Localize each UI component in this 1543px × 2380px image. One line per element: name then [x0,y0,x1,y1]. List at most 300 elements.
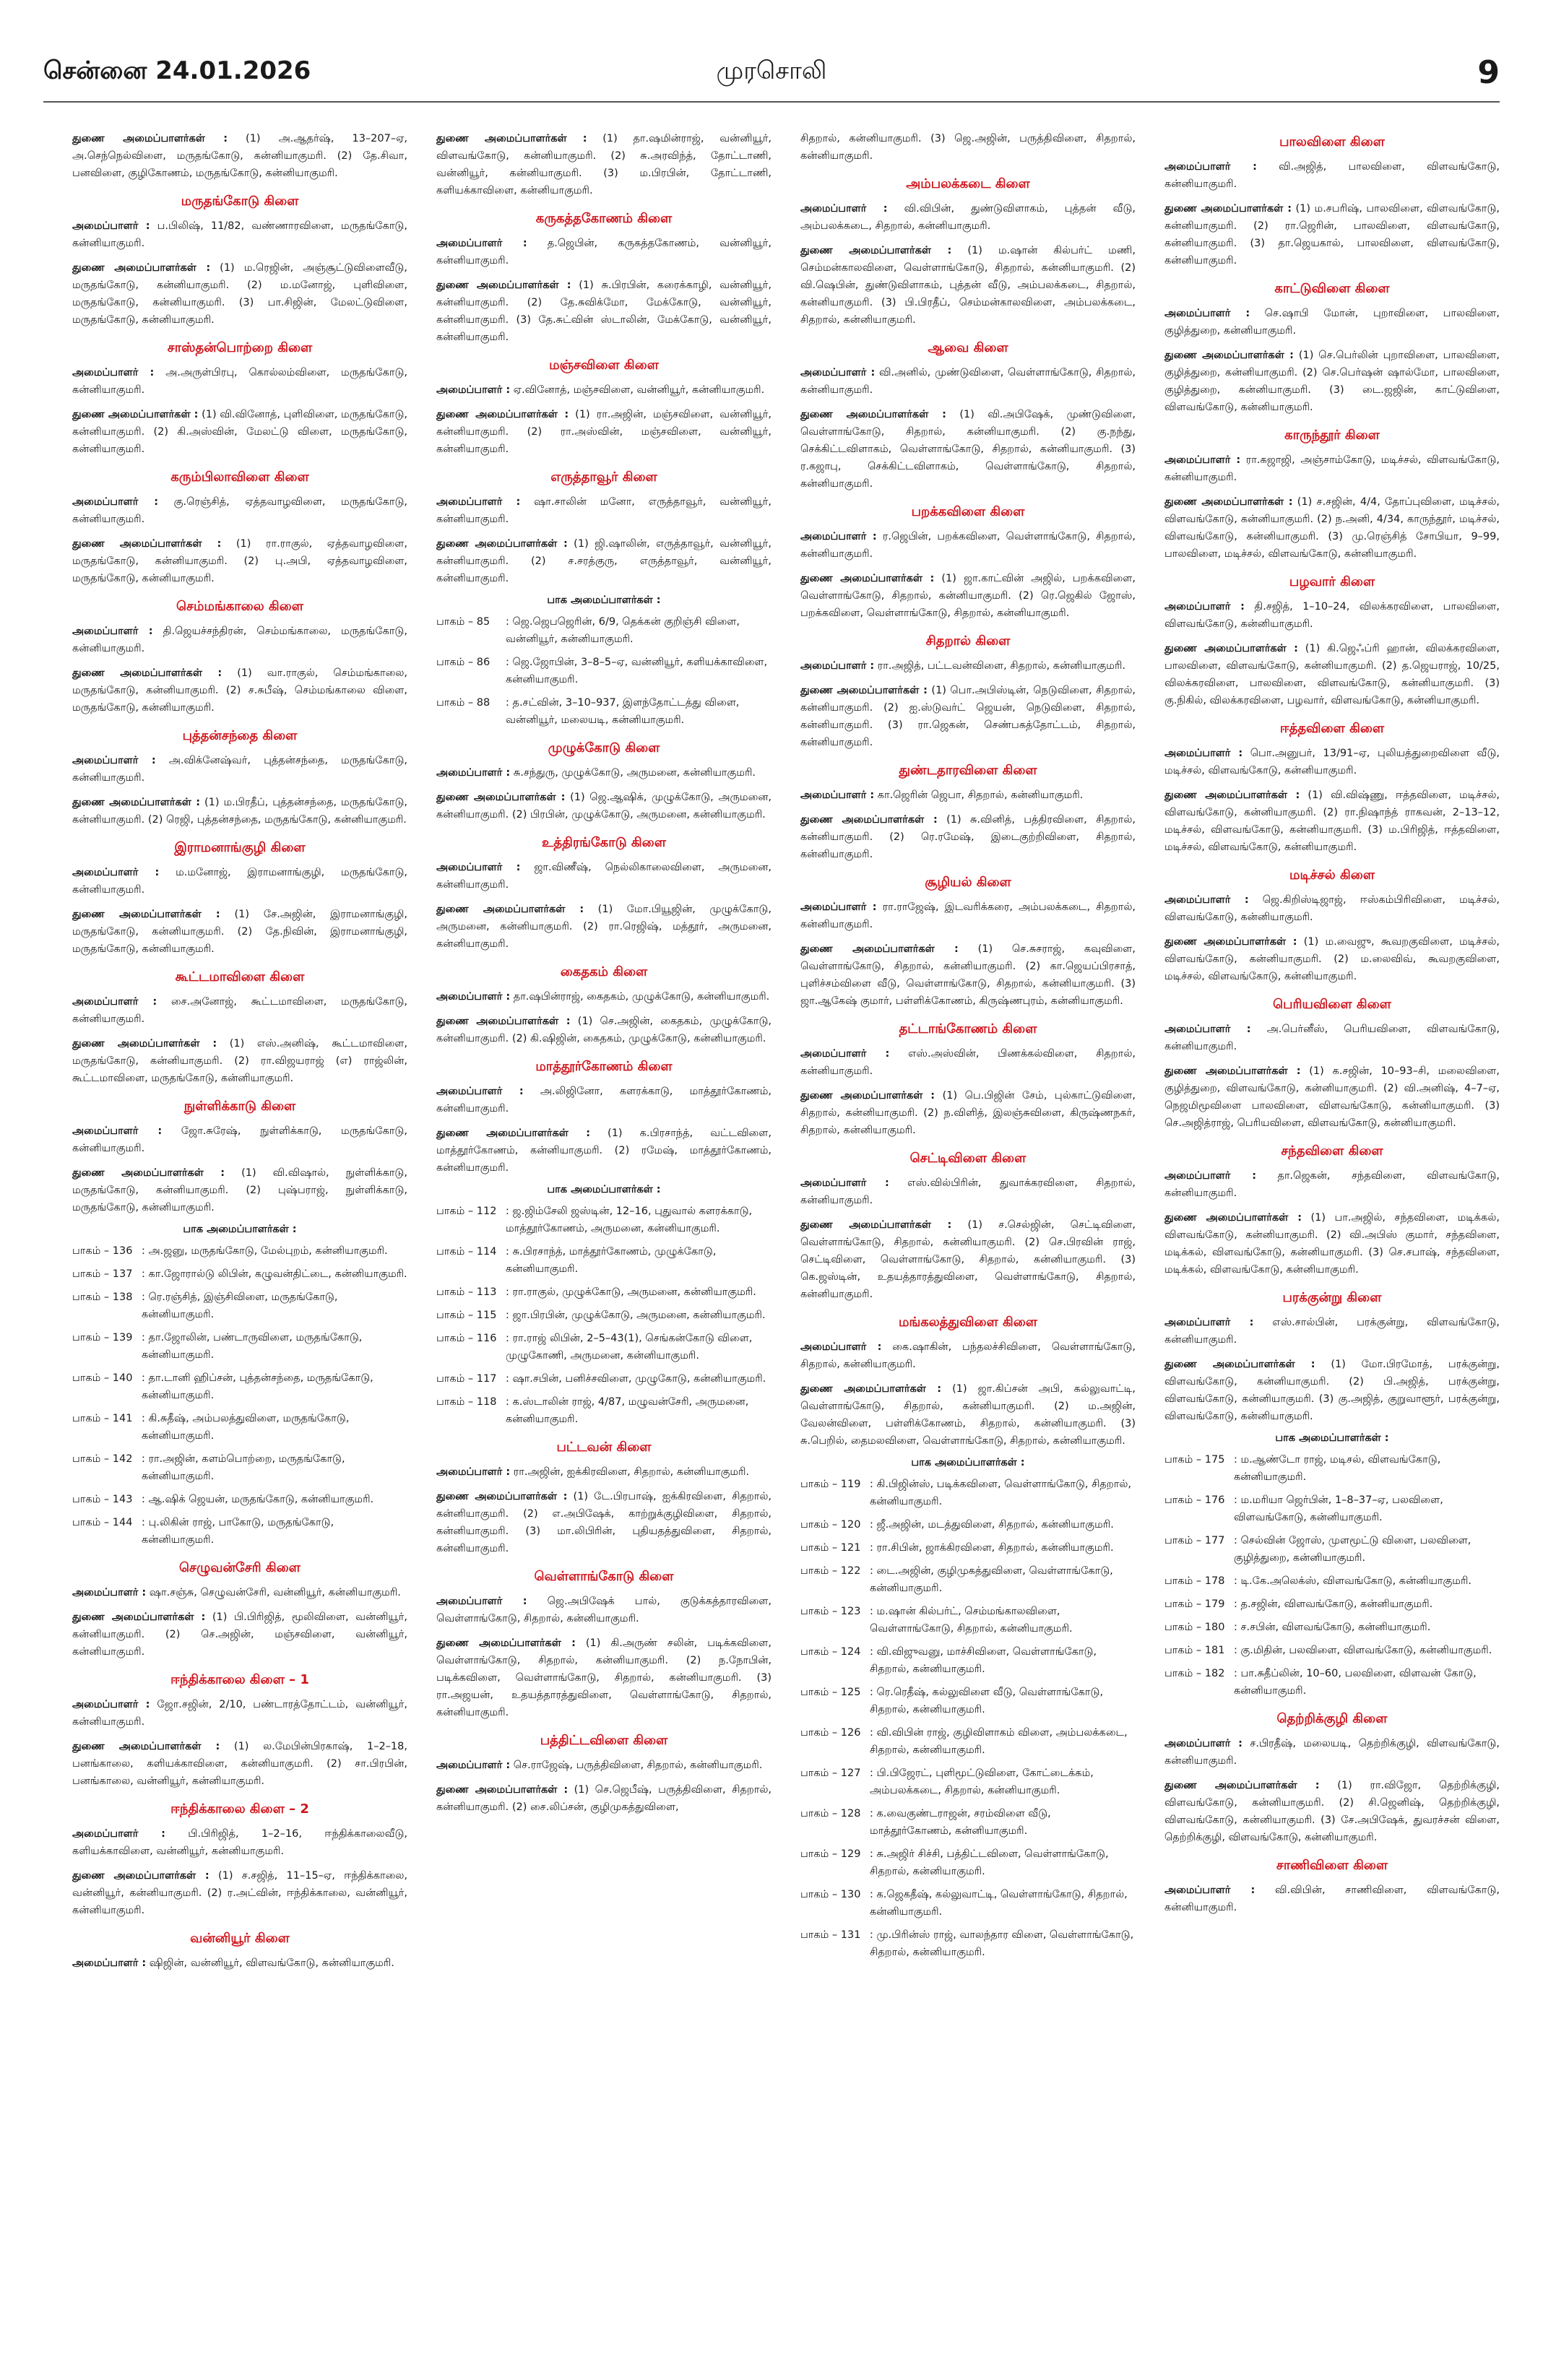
ward-number: பாகம் – 144 [72,1517,133,1528]
role-label: அமைப்பாளர் : [72,1828,165,1840]
officer-details: ஜெ.கிறிஸ்டிஜாஜ், ஈஸ்கம்பிரிவிளை, மடிச்சல், விளவங்கோடு, கன்னியாகுமரி. [1164,894,1500,923]
branch-title: பட்டவன் கிளை [556,1440,652,1455]
officer-entry [436,764,772,782]
officer-details: ரா.கஜாஜி, அஞ்சாம்கோடு, மடிச்சல், விளவங்கோடு, கன்னியாகுமரி. [1164,454,1500,483]
officer-entry [1164,1882,1500,1916]
role-label: துணை அமைப்பாளர்கள் : [800,814,938,826]
officer-entry [72,1122,407,1157]
officer-details: கா.ஜெரின் ஜெபா, சிதறால், கன்னியாகுமரி. [874,789,1084,801]
officer-details: (1) கி.ஜெஃப்ரி ஹான், விலக்கரவிளை, பாலவிளை, விளவங்கோடு, கன்னியாகுமரி. (2) த.ஜெயராஜ், 10/25, விலக்கரவிளை, பாலவிளை, விளவங்கோடு, கன்னியாகுமரி. (3) கு.நிகில், விலக்கரவிளை, பழவார், விளவங்கோடு, கன்னியாகுமரி. [1164,643,1500,706]
ward-organizer: : ரெ.ரெதீஷ், கல்லுவிளை வீடு, வெள்ளாங்கோடு, சிதறால், கன்னியாகுமரி. [870,1687,1104,1715]
role-label: அமைப்பாளர் : [436,1466,511,1478]
ward-organizer: : கா.ஜோரால்டு லிபின், கழுவன்திட்டை, கன்னியாகுமரி. [142,1268,407,1280]
officer-entry [800,1216,1136,1303]
officer-details: (1) ரா.அஜின், மஞ்சவிளை, வன்னியூர், கன்னியாகுமரி. (2) ரா.அஸ்வின், மஞ்சவிளை, வன்னியூர், கன்னியாகுமரி. [436,409,772,455]
column-4 [1164,130,1500,2358]
branch-section [1164,134,1500,269]
role-label: துணை அமைப்பாளர்கள் : [1164,936,1297,948]
officer-details: (1) ம.ரெஜின், அஞ்சூட்டுவிளைவீடு, மருதங்கோடு, கன்னியாகுமரி. (2) ம.மனோஜ், புளிவிளை, மருதங்கோடு, கன்னியாகுமரி. (3) பா.சிஜின், மேலட்டுவிளை, மருதங்கோடு, கன்னியாகுமரி. [72,262,407,326]
role-label: துணை அமைப்பாளர்கள் : [72,133,228,144]
ward-row [1164,1492,1500,1526]
role-label: அமைப்பாளர் : [800,203,888,215]
ward-number: பாகம் – 119 [800,1479,861,1490]
column-3 [800,130,1136,2358]
branch-section [72,340,407,458]
ward-organizer: : ஜீ.அஜின், மடத்துவிளை, சிதறால், கன்னியாகுமரி. [870,1519,1114,1531]
officer-details: ஜா.விணீஷ், நெல்லிகாலைவிளை, அருமனை, கன்னியாகுமரி. [436,862,772,891]
ward-row [800,1724,1136,1759]
ward-row [800,1926,1136,1961]
ward-organizer: : மு.பிரின்ஸ் ராஜ், வாலந்தார விளை, வெள்ளாங்கோடு, சிதறால், கன்னியாகுமரி. [870,1929,1134,1958]
ward-number: பாகம் – 181 [1164,1645,1225,1656]
officer-entry [1164,598,1500,633]
officer-entry [72,993,407,1028]
ward-number: பாகம் – 115 [436,1310,497,1321]
officer-entry [436,277,772,346]
officer-entry [436,235,772,269]
ward-organizer: : பி.பிஜேரட், புளிமூட்டுவிளை, கோட்டைக்கம், அம்பலக்கடை, சிதறால், கன்னியாகுமரி. [870,1767,1094,1796]
branch-section [1164,428,1500,563]
ward-organizer: : ம.ஆண்டோ ராஜ், மடிசல், விளவங்கோடு, கன்னியாகுமரி. [1234,1454,1441,1483]
branch-title: துண்டதாரவிளை கிளை [899,763,1037,778]
role-label: அமைப்பாளர் : [1164,1884,1255,1896]
branch-section [1164,1858,1500,1916]
officer-details: அ.லிஜினோ, களரக்காடு, மாத்தூர்கோணம், கன்னியாகுமரி. [436,1086,772,1115]
ward-row [72,1369,407,1404]
newspaper-name: முரசொலி [716,56,827,85]
officer-entry [1164,891,1500,926]
role-label: துணை அமைப்பாளர்கள் : [436,280,571,291]
ward-row [800,1684,1136,1718]
officer-details: (1) ச.செல்ஜின், செட்டிவிளை, வெள்ளாங்கோடு, சிதறால், கன்னியாகுமரி. (2) செ.பிரவின் ராஜ், செட்டிவிளை, வெள்ளாங்கோடு, சிதறால், கன்னியாகுமரி. (3) கெ.ஜஸ்டின், உதயத்தாரத்துவிளை, வெள்ளாங்கோடு, சிதறால், கன்னியாகுமரி. [800,1219,1136,1300]
ward-number: பாகம் – 180 [1164,1622,1225,1633]
officer-details: (1) வி.விஷால், நுள்ளிக்காடு, மருதங்கோடு, கன்னியாகுமரி. (2) புஷ்பராஜ், நுள்ளிக்காடு, மருதங்கோடு, கன்னியாகுமரி. [72,1167,407,1213]
ward-row [72,1289,407,1323]
ward-number: பாகம் – 143 [72,1494,133,1505]
officer-details: (1) பா.அஜில், சந்தவிளை, மடிக்கல், விளவங்கோடு, கன்னியாகுமரி. (2) வி.அபிஸ் குமார், சந்தவிளை, மடிக்கல், விளவங்கோடு, கன்னியாகுமரி. (3) செ.சபாஷ், சந்தவிளை, மடிக்கல், விளவங்கோடு, கன்னியாகுமரி. [1164,1212,1500,1276]
ward-organizer: : சு.அஜிர் சிச்சி, பத்திட்டவிளை, வெள்ளாங்கோடு, சிதறால், கன்னியாகுமரி. [870,1848,1109,1877]
officer-details: (1) செ.பெர்லின் புறாவிளை, பாலவிளை, குழித்துறை, கன்னியாகுமரி. (2) செ.பெர்ஷன் ஷால்மோ, பாலவிளை, குழித்துறை, கன்னியாகுமரி. (3) டை.ஜஜின், காட்டுவிளை, விளவங்கோடு, கன்னியாகுமரி. [1164,350,1500,413]
branch-section [436,469,772,729]
branch-title: வன்னியூர் கிளை [190,1931,290,1946]
branch-section [72,130,407,182]
branch-section [800,1021,1136,1139]
ward-number: பாகம் – 117 [436,1373,497,1385]
ward-organizer: : ஜெ.ஜோபின், 3–8–5–ஏ, வன்னியூர், களியக்காவிளை, கன்னியாகுமரி. [506,657,768,685]
ward-row [1164,1619,1500,1636]
officer-entry [1164,933,1500,985]
role-label: அமைப்பாளர் : [1164,1170,1257,1182]
officer-entry [72,864,407,899]
officer-entry [72,364,407,399]
role-label: துணை அமைப்பாளர்கள் : [800,245,952,256]
role-label: துணை அமைப்பாளர்கள் : [1164,1065,1301,1077]
branch-title: கருகத்தகோணம் கிளை [535,211,673,226]
branch-section [72,1672,407,1790]
officer-details: பொ.அனுபர், 13/91–ஏ, புலியத்துறைவிளை வீடு, மடிச்சல், விளவங்கோடு, கன்னியாகுமரி. [1164,748,1500,776]
role-label: அமைப்பாளர் : [1164,308,1250,319]
ward-organizer: : கு.மிதின், பலவிளை, விளவங்கோடு, கன்னியாகுமரி. [1234,1645,1492,1656]
officer-details: அ.அருள்பிரபு, கொல்லம்விளை, மருதங்கோடு, கன்னியாகுமரி. [72,367,407,396]
role-label: துணை அமைப்பாளர்கள் : [1164,496,1293,508]
officer-details: ம.மனோஜ், இராமனாங்குழி, மருதங்கோடு, கன்னியாகுமரி. [72,867,407,896]
officer-details: தா.ஷபின்ராஜ், கைதகம், முழுக்கோடு, கன்னியாகுமரி. [510,991,770,1003]
officer-details: (1) ம.ஷான் கில்பர்ட் மணி, செம்மன்காலவிளை, வெள்ளாங்கோடு, சிதறால், கன்னியாகுமரி. (2) வி.ஷெபின், துண்டுவிளாகம், புத்தன் வீடு, அம்பலக்கடை, சிதறால், கன்னியாகுமரி. (3) பி.பிரதீப், செம்மன்காலவிளை, அம்பலக்கடை, சிதறால், கன்னியாகுமரி. [800,245,1136,326]
officer-details: (1) வி.விஷ்ணு, ஈத்தவிளை, மடிச்சல், விளவங்கோடு, கன்னியாகுமரி. (2) ரா.நிஷாந்த் ராகவன், 2–13–12, மடிச்சல், விளவங்கோடு, கன்னியாகுமரி. (3) ம.பிரிஜித், ஈத்தவிளை, மடிச்சல், விளவங்கோடு, கன்னியாகுமரி. [1164,789,1500,853]
officer-details: (1) சு.வினித், பத்திரவிளை, சிதறால், கன்னியாகுமரி. (2) ரெ.ரமேஷ், இடைகுற்றிவிளை, சிதறால், கன்னியாகுமரி. [800,814,1136,860]
officer-entry [1164,1314,1500,1349]
branch-title: வெள்ளாங்கோடு கிளை [534,1569,674,1584]
ward-organizers-heading: பாக அமைப்பாளர்கள் : [1275,1432,1389,1444]
ward-organizers-heading: பாக அமைப்பாளர்கள் : [547,594,661,606]
officer-details: தி.ஜெயச்சந்திரன், செம்மங்காலை, மருதங்கோடு, கன்னியாகுமரி. [72,626,407,654]
ward-number: பாகம் – 126 [800,1727,861,1739]
branch-section [436,964,772,1047]
ward-organizer: : ரா.ராஜ் லிபின், 2–5–43(1), செங்கன்கோடு விளை, முழுகோணி, அருமனை, கன்னியாகுமரி. [506,1333,753,1362]
officer-details: எஸ்.சால்பின், பரக்குன்று, விளவங்கோடு, கன்னியாகுமரி. [1164,1317,1500,1346]
officer-entry [72,259,407,329]
branch-section [800,130,1136,165]
role-label: அமைப்பாளர் : [436,384,511,396]
role-label: துணை அமைப்பாளர்கள் : [436,133,587,144]
role-label: துணை அமைப்பாளர்கள் : [72,262,211,274]
branch-section [436,211,772,346]
column-1 [72,130,407,2358]
officer-details: (1) க.பிரசாந்த், வட்டவிளை, மாத்தூர்கோணம், கன்னியாகுமரி. (2) ரமேஷ், மாத்தூர்கோணம், கன்னியாகுமரி. [436,1128,772,1174]
officer-details: சை.அனோஜ், கூட்டமாவிளை, மருதங்கோடு, கன்னியாகுமரி. [72,996,407,1025]
officer-details: ஏ.வினோத், மஞ்சவிளை, வன்னியூர், கன்னியாகுமரி. [510,384,765,396]
officer-entry [72,1867,407,1919]
ward-number: பாகம் – 127 [800,1767,861,1779]
branch-section [72,728,407,828]
ward-row [1164,1532,1500,1567]
officer-entry [436,1013,772,1047]
branch-section [800,875,1136,1010]
branch-title: பாலவிளை கிளை [1279,134,1385,150]
branch-title: கரும்பிலாவிளை கிளை [170,469,309,485]
officer-entry [72,1609,407,1661]
role-label: அமைப்பாளர் : [1164,161,1257,173]
role-label: அமைப்பாளர் : [436,1760,511,1771]
ward-row [72,1491,407,1508]
officer-details: (1) வா.ராகுல், செம்மங்காலை, மருதங்கோடு, கன்னியாகுமரி. (2) ச.சுபீஷ், செம்மங்காலை விளை, மருதங்கோடு, கன்னியாகுமரி. [72,667,407,714]
role-label: அமைப்பாளர் : [800,531,877,542]
role-label: அமைப்பாளர் : [1164,454,1241,466]
officer-entry [72,794,407,828]
branch-title: மங்கலத்துவிளை கிளை [898,1315,1038,1330]
officer-details: (1) வி.அபிஷேக், முண்டுவிளை, வெள்ளாங்கோடு, சிதறால், கன்னியாகுமரி. (2) கு.நந்து, செக்கிட்டவிளாகம், வெள்ளாங்கோடு, சிதறால், கன்னியாகுமரி. (3) ர.கஜாபு, செக்கிட்டவிளாகம், வெள்ளாங்கோடு, சிதறால், கன்னியாகுமரி. [800,409,1136,490]
officer-entry [72,1164,407,1216]
ward-number: பாகம் – 122 [800,1565,861,1577]
role-label: அமைப்பாளர் : [800,660,875,672]
officer-details: ரா.அஜின், ஐக்கிரவிளை, சிதறால், கன்னியாகுமரி. [510,1466,750,1478]
ward-number: பாகம் – 137 [72,1268,133,1280]
officer-details: (1) ம.வைஜு, கூவறகுவிளை, மடிச்சல், விளவங்கோடு, கன்னியாகுமரி. (2) ம.லைவிவ், கூவறகுவிளை, மடிச்சல், விளவங்கோடு, கன்னியாகுமரி. [1164,936,1500,982]
role-label: அமைப்பாளர் : [72,626,153,637]
officer-entry [436,789,772,823]
branch-section [72,840,407,958]
officer-entry [800,1380,1136,1450]
officer-entry [436,1463,772,1481]
officer-details: (1) மோ.பிரமோத், பரக்குன்று, விளவங்கோடு, கன்னியாகுமரி. (2) பி.அஜித், பரக்குன்று, விளவங்கோடு, கன்னியாகுமரி. (3) கு.அஜித், குறுவாளூர், பரக்குன்று, விளவங்கோடு, கன்னியாகுமரி. [1164,1359,1500,1422]
officer-details: (1) ம.பிரதீப், புத்தன்சந்தை, மருதங்கோடு, கன்னியாகுமரி. (2) ரெஜி, புத்தன்சந்தை, மருதங்கோடு, கன்னியாகுமரி. [72,797,407,826]
role-label: துணை அமைப்பாளர்கள் : [800,1383,942,1395]
officer-details: ச.பிரதீஷ், மலையடி, தெற்றிக்குழி, விளவங்கோடு, கன்னியாகுமரி. [1164,1738,1500,1767]
role-label: துணை அமைப்பாளர்கள் : [800,943,959,955]
ward-number: பாகம் – 129 [800,1848,861,1860]
role-label: அமைப்பாளர் : [72,1957,147,1969]
branch-title: பெரியவிளை கிளை [1273,997,1391,1012]
branch-section [436,130,772,199]
officer-details: (1) ச.சஜின், 4/4, தோப்புவிளை, மடிச்சல், விளவங்கோடு, கன்னியாகுமரி. (2) ந.அனி, 4/34, காருந்தூர், மடிச்சல், விளவங்கோடு, கன்னியாகுமரி. (3) மு.ரெஞ்சித் சோபியா, 9–99, பாலவிளை, மடிச்சல், விளவங்கோடு, கன்னியாகுமரி. [1164,496,1500,560]
ward-number: பாகம் – 86 [436,657,490,668]
officer-details: ரா.ராஜேஷ், இடவரிக்கரை, அம்பலக்கடை, சிதறால், கன்னியாகுமரி. [800,901,1136,930]
branch-section [72,1801,407,1919]
branch-section [800,1315,1136,1961]
officer-details: (1) ஜா.கிப்சன் அபி, கல்லுவாட்டி, வெள்ளாங்கோடு, சிதறால், கன்னியாகுமரி. (2) ம.அஜின், வேலன்விளை, பள்ளிக்கோணம், சிதறால், கன்னியாகுமரி. (3) சு.பெறில், தைமலவிளை, வெள்ளாங்கோடு, சிதறால், கன்னியாகுமரி. [800,1383,1136,1447]
ward-organizer: : செல்வின் ஜோஸ், முளமூட்டு விளை, பலவிளை, குழித்துறை, கன்னியாகுமரி. [1234,1535,1471,1564]
ward-organizer: : ஜெ.ஜெபஜெரின், 6/9, தெக்கன் குறிஞ்சி விளை, வன்னியூர், கன்னியாகுமரி. [506,616,740,645]
role-label: துணை அமைப்பாளர்கள் : [800,1090,935,1102]
role-label: துணை அமைப்பாளர்கள் : [436,538,568,550]
role-label: அமைப்பாளர் : [436,238,527,249]
ward-organizers-heading: பாக அமைப்பாளர்கள் : [183,1224,297,1235]
ward-organizer: : தா.ஜோலின், பண்டாருவிளை, மருதங்கோடு, கன்னியாகுமரி. [142,1332,363,1361]
role-label: அமைப்பாளர் : [1164,1317,1254,1328]
officer-entry [436,1757,772,1774]
officer-entry [72,1955,407,1972]
role-label: துணை அமைப்பாளர்கள் : [436,1491,568,1502]
role-label: துணை அமைப்பாளர்கள் : [72,1038,217,1050]
ward-number: பாகம் – 123 [800,1606,861,1617]
role-label: அமைப்பாளர் : [1164,748,1243,759]
ward-number: பாகம் – 85 [436,616,490,628]
officer-entry [1164,200,1500,269]
ward-organizer: : ரா.ராகுல், முழுக்கோடு, அருமனை, கன்னியாகுமரி. [506,1286,756,1298]
edition-date: சென்னை 24.01.2026 [43,56,311,85]
ward-organizer: : ஜ.ஜிம்சேலி ஜஸ்டின், 12–16, புதுவால் களரக்காடு, மாத்தூர்கோணம், அருமனை, கன்னியாகுமரி. [506,1206,753,1234]
officer-details: (1) அ.ஆதர்ஷ், 13–207–ஏ, அ.செந்நெல்விளை, மருதங்கோடு, கன்னியாகுமரி. (2) தே.சிவா, பனவிளை, குழிகோணம், மருதங்கோடு, கன்னியாகுமரி. [72,133,407,179]
officer-entry [72,752,407,787]
ward-number: பாகம் – 114 [436,1246,497,1258]
officer-entry [1164,1209,1500,1278]
officer-details: (1) கி.அருண் சலின், படிக்கவிளை, வெள்ளாங்கோடு, சிதறால், கன்னியாகுமரி. (2) ந.நோபின், படிக்கவிளை, வெள்ளாங்கோடு, சிதறால், கன்னியாகுமரி. (3) ரா.அஜயன், உதயத்தாரத்துவிளை, வெள்ளாங்கோடு, சிதறால், கன்னியாகுமரி. [436,1637,772,1718]
officer-entry [436,1781,772,1816]
role-label: அமைப்பாளர் : [72,755,156,766]
officer-details: வி.விபின், சாணிவிளை, விளவங்கோடு, கன்னியாகுமரி. [1164,1884,1500,1913]
officer-entry [800,130,1136,165]
branch-title: செட்டிவிளை கிளை [909,1151,1026,1166]
ward-organizer: : வி.விஜுவனு, மாச்சிவிளை, வெள்ளாங்கோடு, சிதறால், கன்னியாகுமரி. [870,1646,1097,1675]
ward-organizer: : ம.ஷான் கில்பர்ட், செம்மங்காலவிளை, வெள்ளாங்கோடு, சிதறால், கன்னியாகுமரி. [870,1606,1073,1635]
role-label: துணை அமைப்பாளர்கள் : [436,792,566,803]
role-label: துணை அமைப்பாளர்கள் : [72,1611,206,1623]
role-label: அமைப்பாளர் : [1164,601,1245,613]
officer-entry [800,528,1136,563]
role-label: துணை அமைப்பாளர்கள் : [72,538,222,550]
role-label: அமைப்பாளர் : [436,862,521,873]
officer-details: அ.விக்னேஷ்வர், புத்தன்சந்தை, மருதங்கோடு, கன்னியாகுமரி. [72,755,407,784]
role-label: துணை அமைப்பாளர்கள் : [800,1219,952,1231]
ward-number: பாகம் – 88 [436,697,490,709]
officer-details: (1) சு.பிரபின், கரைக்காழி, வன்னியூர், கன்னியாகுமரி. (2) தே.சுவிக்மோ, மேக்கோடு, வன்னியூர், கன்னியாகுமரி. (3) தே.சுட்வின் ஸ்டாலின், மேக்கோடு, வன்னியூர், கன்னியாகுமரி. [436,280,772,343]
role-label: துணை அமைப்பாளர்கள் : [436,1016,571,1027]
officer-entry [1164,1777,1500,1846]
ward-number: பாகம் – 138 [72,1291,133,1303]
branch-section [800,633,1136,751]
role-label: துணை அமைப்பாளர்கள் : [800,409,946,420]
ward-number: பாகம் – 179 [1164,1598,1225,1610]
officer-entry [1164,451,1500,486]
officer-entry [72,665,407,717]
officer-entry [436,988,772,1005]
ward-row [72,1450,407,1485]
officer-entry [72,1825,407,1860]
ward-organizer: : ஷா.சபின், பனிச்சவிளை, முழுகோடு, கன்னியாகுமரி. [506,1373,766,1385]
officer-details: கை.ஷாகின், பந்தலச்சிவிளை, வெள்ளாங்கோடு, சிதறால், கன்னியாகுமரி. [800,1341,1136,1370]
officer-details: கு.ரெஞ்சித், ஏத்தவாழவிளை, மருதங்கோடு, கன்னியாகுமரி. [72,496,407,525]
branch-section [72,469,407,587]
role-label: துணை அமைப்பாளர்கள் : [72,1167,225,1179]
branch-title: பறக்கவிளை கிளை [911,504,1025,519]
officer-details: (1) பொ.அபிஸ்டின், நெடுவிளை, சிதறால், கன்னியாகுமரி. (2) ஐ.ஸ்டுவர்ட் ஜெயன், நெடுவிளை, சிதறால், கன்னியாகுமரி. (3) ரா.ஜெகன், செண்பகத்தோட்டம், சிதறால், கன்னியாகுமரி. [800,685,1136,748]
role-label: துணை அமைப்பாளர்கள் : [436,1784,569,1796]
role-label: அமைப்பாளர் : [800,901,877,913]
ward-number: பாகம் – 112 [436,1206,497,1217]
ward-organizer: : தா.டானி ஹிப்சன், புத்தன்சந்தை, மருதங்கோடு, கன்னியாகுமரி. [142,1372,373,1401]
role-label: அமைப்பாளர் : [436,991,511,1003]
officer-entry [1164,1021,1500,1055]
officer-entry [72,493,407,528]
ward-organizer: : சு.பிரசாந்த், மாத்தூர்கோணம், முழுக்கோடு, கன்னியாகுமரி. [506,1246,717,1275]
officer-entry [72,1035,407,1087]
branch-section [436,740,772,823]
ward-number: பாகம் – 125 [800,1687,861,1698]
ward-row [72,1265,407,1283]
branch-title: காருந்தூர் கிளை [1284,428,1380,443]
officer-entry [436,535,772,587]
ward-row [72,1329,407,1364]
ward-row [1164,1665,1500,1700]
officer-details: ர.ஜெபின், பறக்கவிளை, வெள்ளாங்கோடு, சிதறால், கன்னியாகுமரி. [800,531,1136,560]
branch-title: புத்தன்சந்தை கிளை [182,728,298,743]
officer-details: (1) ஜெ.ஆஷிக், முழுக்கோடு, அருமனை, கன்னியாகுமரி. (2) பிரபின், முழுக்கோடு, அருமனை, கன்னியாகுமரி. [436,792,772,821]
branch-title: சந்தவிளை கிளை [1281,1143,1383,1159]
ward-number: பாகம் – 178 [1164,1575,1225,1587]
branch-title: அம்பலக்கடை கிளை [906,176,1030,191]
ward-number: பாகம் – 128 [800,1808,861,1819]
branch-title: முழுக்கோடு கிளை [548,740,660,756]
ward-row [1164,1642,1500,1659]
branch-section [800,1151,1136,1303]
ward-row [1164,1572,1500,1590]
officer-entry [800,242,1136,329]
officer-entry [800,1174,1136,1209]
officer-details: சு.சந்துரு, முழுக்கோடு, அருமனை, கன்னியாகுமரி. [510,767,756,779]
branch-section [72,1099,407,1549]
ward-row [800,1476,1136,1510]
officer-details: சிதறால், கன்னியாகுமரி. (3) ஜெ.அஜின், பருத்திவிளை, சிதறால், கன்னியாகுமரி. [800,133,1136,162]
branch-title: மாத்தூர்கோணம் கிளை [535,1059,673,1074]
ward-row [800,1845,1136,1880]
ward-row [1164,1451,1500,1486]
ward-row [800,1603,1136,1637]
officer-details: (1) மோ.பியூஜின், முழுக்கோடு, அருமனை, கன்னியாகுமரி. (2) ரா.ரெஜிஷ், மத்தூர், அருமனை, கன்னியாகுமரி. [436,904,772,950]
officer-details: (1) பி.பிரிஜித், மூலிவிளை, வன்னியூர், கன்னியாகுமரி. (2) செ.அஜின், மஞ்சவிளை, வன்னியூர், கன்னியாகுமரி. [72,1611,407,1658]
ward-number: பாகம் – 140 [72,1372,133,1384]
ward-row [72,1410,407,1445]
officer-details: (1) ச.சஜித், 11–15–ஏ, ஈந்திக்காலை, வன்னியூர், கன்னியாகுமரி. (2) ர.அட்வின், ஈந்திக்காலை, வன்னியூர், கன்னியாகுமரி. [72,1870,407,1916]
officer-entry [800,682,1136,751]
officer-entry [72,906,407,958]
branch-section [1164,997,1500,1132]
role-label: துணை அமைப்பாளர்கள் : [1164,1780,1320,1791]
branch-title: பரக்குன்று கிளை [1282,1290,1382,1305]
role-label: அமைப்பாளர் : [800,367,876,378]
ward-row [436,1203,772,1237]
branch-title: பத்திட்டவிளை கிளை [540,1733,668,1748]
ward-number: பாகம் – 136 [72,1245,133,1257]
officer-details: வி.அனில், முண்டுவிளை, வெள்ளாங்கோடு, சிதறால், கன்னியாகுமரி. [800,367,1136,396]
officer-entry [1164,787,1500,856]
role-label: துணை அமைப்பாளர்கள் : [72,409,199,420]
officer-entry [436,130,772,199]
officer-details: (1) தா.ஷமின்ராஜ், வன்னியூர், விளவங்கோடு, கன்னியாகுமரி. (2) சு.அரவிந்த், தோட்டாணி, வன்னியூர், கன்னியாகுமரி. (3) ம.பிரபின், தோட்டாணி, களியக்காவிளை, கன்னியாகுமரி. [436,133,772,196]
officer-entry [1164,745,1500,779]
branch-title: பழவார் கிளை [1289,574,1375,589]
ward-organizer: : ரா.சிபின், ஜாக்கிரவிளை, சிதறால், கன்னியாகுமரி. [870,1542,1114,1554]
officer-entry [72,535,407,587]
branch-section [800,763,1136,863]
ward-organizer: : த.சஜின், விளவங்கோடு, கன்னியாகுமரி. [1234,1598,1433,1610]
ward-number: பாகம் – 182 [1164,1668,1225,1679]
role-label: அமைப்பாளர் : [72,496,159,508]
branch-title: செழுவன்சேரி கிளை [179,1560,301,1575]
branch-section [800,340,1136,493]
officer-details: (1) வி.வினோத், புளிவிளை, மருதங்கோடு, கன்னியாகுமரி. (2) கி.அஸ்வின், மேலட்டு விளை, மருதங்கோடு, கன்னியாகுமரி. [72,409,407,455]
role-label: துணை அமைப்பாளர்கள் : [1164,1212,1302,1224]
role-label: அமைப்பாளர் : [800,789,875,801]
ward-organizer: : ஆ.ஷிக் ஜெயன், மருதங்கோடு, கன்னியாகுமரி. [142,1494,374,1505]
role-label: அமைப்பாளர் : [800,1048,890,1060]
role-label: அமைப்பாளர் : [1164,1024,1251,1035]
officer-entry [800,570,1136,622]
ward-organizers-heading: பாக அமைப்பாளர்கள் : [547,1184,661,1195]
ward-row [436,1330,772,1364]
officer-entry [436,1488,772,1557]
officer-details: (1) செ.அஜின், கைதகம், முழுக்கோடு, கன்னியாகுமரி. (2) கி.ஷிஜின், கைதகம், முழுக்கோடு, கன்னியாகுமரி. [436,1016,772,1044]
role-label: அமைப்பாளர் : [72,1125,163,1137]
ward-organizer: : வி.விபின் ராஜ், குழிவிளாகம் விளை, அம்பலக்கடை, சிதறால், கன்னியாகுமரி. [870,1727,1128,1756]
officer-entry [800,1087,1136,1139]
role-label: துணை அமைப்பாளர்கள் : [1164,789,1300,801]
branch-title: தட்டாங்கோணம் கிளை [899,1021,1037,1037]
ward-organizer: : பு.லிகின் ராஜ், பாகோடு, மருதங்கோடு, கன்னியாகுமரி. [142,1517,334,1546]
branch-section [72,969,407,1087]
officer-entry [436,493,772,528]
role-label: துணை அமைப்பாளர்கள் : [436,1637,576,1649]
role-label: துணை அமைப்பாளர்கள் : [72,667,222,679]
branch-section [1164,1143,1500,1278]
ward-row [436,1393,772,1428]
officer-details: அ.பெர்னீஸ், பெரியவிளை, விளவங்கோடு, கன்னியாகுமரி. [1164,1024,1500,1052]
officer-details: (1) க.சஜின், 10–93–சி, மலைவிளை, குழித்துறை, விளவங்கோடு, கன்னியாகுமரி. (2) வி.அனிஷ், 4–7–ஏ, நெஜமிமூவிளை பாலவிளை, விளவங்கோடு, கன்னியாகுமரி. (3) செ.அஜித்ராஜ், பெரியவிளை, விளவங்கோடு, கன்னியாகுமரி. [1164,1065,1500,1129]
branch-title: செம்மங்காலை கிளை [176,599,303,614]
role-label: துணை அமைப்பாளர்கள் : [1164,1359,1315,1370]
ward-organizer: : டி.கே.அலெக்ஸ், விளவங்கோடு, கன்னியாகுமரி. [1234,1575,1471,1587]
officer-details: வி.விபின், துண்டுவிளாகம், புத்தன் வீடு, அம்பலக்கடை, சிதறால், கன்னியாகுமரி. [800,203,1136,232]
branch-title: தெற்றிக்குழி கிளை [1276,1711,1388,1726]
